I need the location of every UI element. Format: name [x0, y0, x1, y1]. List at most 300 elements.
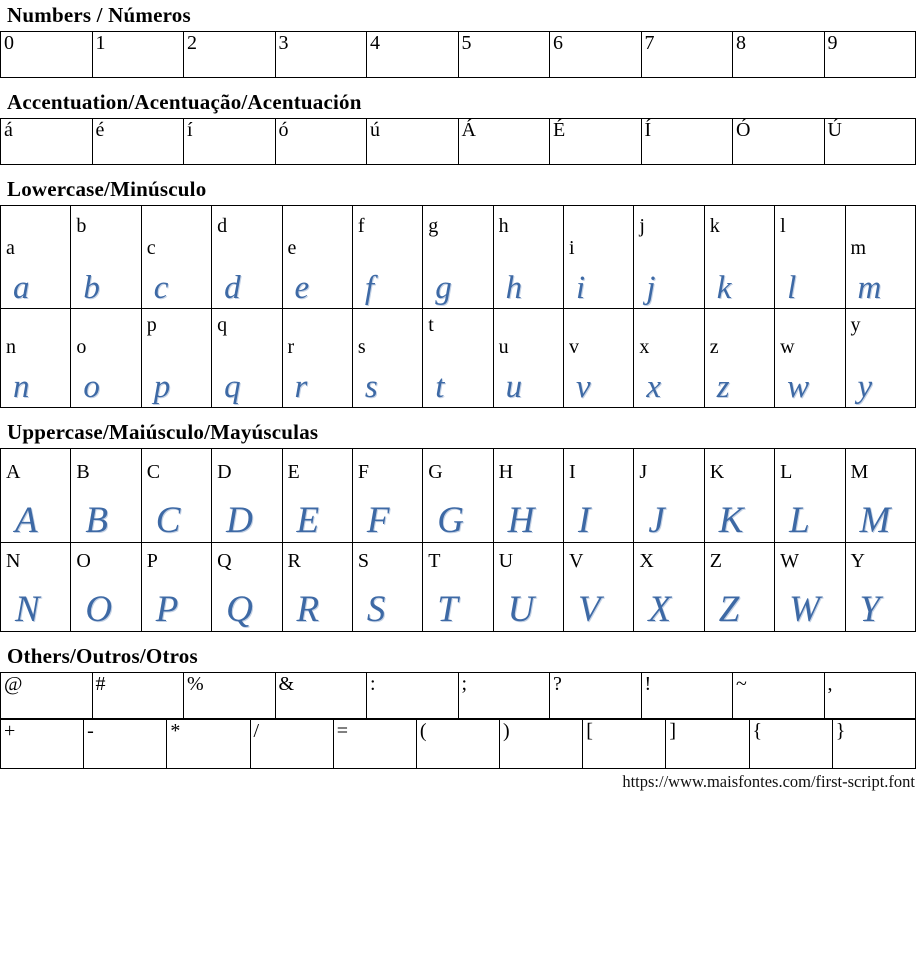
handwritten-glyph: e: [294, 269, 310, 306]
char-row: [1, 720, 916, 769]
handwritten-glyph: C: [155, 499, 181, 541]
char-cell-uppercase-1-9: [634, 543, 704, 632]
printed-char-label: V: [569, 550, 584, 572]
char-cell-others-1-2: [167, 720, 250, 769]
char-cell-uppercase-1-12: [845, 543, 916, 632]
glyph-box: [507, 573, 561, 630]
handwritten-glyph: G: [437, 499, 464, 541]
char-cell-uppercase-1-10: [704, 543, 774, 632]
char-cell-others-1-1: [84, 720, 167, 769]
glyph-box: [857, 260, 914, 306]
char-cell-lowercase-0-0: [1, 206, 71, 309]
printed-char-label: C: [146, 461, 161, 483]
char-cell-others-0-4: [367, 673, 459, 719]
glyph-box: [153, 337, 209, 405]
handwritten-glyph: L: [789, 499, 810, 541]
glyph-box: [85, 573, 138, 630]
printed-char-label: q: [217, 314, 228, 336]
printed-char-label: b: [76, 215, 87, 237]
glyph-box: [646, 238, 701, 306]
char-table-others: [0, 672, 916, 719]
char-table-accentuation: [0, 118, 916, 165]
char-cell-uppercase-1-7: [493, 543, 563, 632]
char-cell-numbers-0-4: [367, 32, 459, 78]
char-cell-lowercase-0-6: [423, 206, 493, 309]
char-cell-others-0-8: [733, 673, 825, 719]
section-title-others: Others/Outros/Otros: [7, 644, 198, 668]
handwritten-glyph: U: [507, 588, 535, 630]
printed-char-label: I: [569, 461, 576, 483]
glyph-box: [364, 238, 420, 306]
glyph-box: [155, 484, 209, 541]
handwritten-glyph: a: [13, 269, 30, 306]
printed-char-label: D: [217, 461, 232, 483]
handwritten-glyph: Z: [718, 588, 740, 630]
char-cell-others-0-1: [92, 673, 184, 719]
printed-char-label: R: [287, 550, 301, 572]
handwritten-glyph: X: [648, 588, 671, 630]
handwritten-glyph: y: [857, 368, 873, 405]
char-cell-uppercase-0-6: [423, 449, 493, 543]
sections-container: [0, 3, 916, 769]
handwritten-glyph: g: [435, 269, 452, 306]
glyph-box: [648, 484, 701, 541]
char-cell-uppercase-1-8: [564, 543, 634, 632]
handwritten-glyph: h: [505, 269, 523, 306]
printed-char-label: e: [287, 237, 297, 259]
char-cell-lowercase-1-9: [634, 309, 704, 408]
printed-char-label: Í: [644, 119, 652, 141]
char-cell-uppercase-1-3: [212, 543, 282, 632]
handwritten-glyph: P: [155, 588, 179, 630]
printed-char-label: d: [217, 215, 228, 237]
glyph-box: [224, 337, 279, 405]
section-numbers: [0, 3, 916, 78]
char-cell-numbers-0-6: [550, 32, 642, 78]
glyph-box: [859, 573, 914, 630]
section-title-accentuation: Accentuation/Acentuação/Acentuación: [7, 90, 362, 114]
printed-char-label: ~: [736, 673, 747, 695]
printed-char-label: ú: [370, 119, 380, 141]
char-cell-lowercase-1-12: [845, 309, 916, 408]
char-cell-others-0-0: [1, 673, 93, 719]
handwritten-glyph: k: [716, 269, 732, 306]
char-cell-lowercase-1-6: [423, 309, 493, 408]
handwritten-glyph: c: [153, 269, 169, 306]
char-cell-uppercase-1-5: [352, 543, 422, 632]
handwritten-glyph: D: [226, 499, 253, 541]
printed-char-label: É: [553, 119, 566, 141]
char-row: [1, 206, 916, 309]
printed-char-label: Ú: [827, 119, 842, 141]
char-cell-lowercase-0-9: [634, 206, 704, 309]
printed-char-label: E: [287, 461, 300, 483]
char-cell-lowercase-0-10: [704, 206, 774, 309]
char-cell-lowercase-0-2: [141, 206, 211, 309]
handwritten-glyph: q: [224, 368, 241, 405]
char-cell-uppercase-0-3: [212, 449, 282, 543]
handwritten-glyph: l: [787, 269, 797, 306]
char-row: [1, 309, 916, 408]
printed-char-label: l: [780, 215, 786, 237]
char-cell-uppercase-1-4: [282, 543, 352, 632]
printed-char-label: x: [639, 336, 650, 358]
printed-char-label: u: [498, 336, 509, 358]
glyph-box: [857, 337, 914, 405]
char-cell-others-1-8: [666, 720, 749, 769]
handwritten-glyph: B: [85, 499, 108, 541]
char-cell-accentuation-0-5: [458, 119, 550, 165]
printed-char-label: F: [357, 461, 369, 483]
glyph-box: [435, 337, 490, 405]
char-cell-others-1-7: [583, 720, 666, 769]
glyph-box: [83, 238, 138, 306]
printed-char-label: -: [87, 720, 94, 742]
glyph-box: [648, 573, 701, 630]
char-cell-lowercase-0-5: [352, 206, 422, 309]
section-others: [0, 644, 916, 769]
printed-char-label: ,: [827, 673, 833, 695]
glyph-box: [505, 238, 561, 306]
printed-char-label: á: [4, 119, 13, 141]
char-table-uppercase: [0, 448, 916, 632]
printed-char-label: w: [780, 336, 795, 358]
glyph-box: [85, 484, 138, 541]
glyph-box: [83, 359, 138, 405]
glyph-box: [224, 238, 279, 306]
char-cell-uppercase-0-9: [634, 449, 704, 543]
char-row: [1, 673, 916, 719]
glyph-box: [155, 573, 209, 630]
printed-char-label: &: [278, 673, 295, 695]
glyph-box: [366, 573, 420, 630]
char-cell-others-1-10: [832, 720, 915, 769]
char-cell-accentuation-0-9: [824, 119, 916, 165]
printed-char-label: L: [780, 461, 793, 483]
printed-char-label: Z: [709, 550, 722, 572]
glyph-box: [294, 359, 350, 405]
handwritten-glyph: s: [364, 368, 378, 405]
printed-char-label: }: [835, 720, 846, 742]
glyph-box: [437, 573, 490, 630]
glyph-box: [507, 484, 561, 541]
glyph-box: [789, 484, 842, 541]
char-cell-lowercase-1-11: [775, 309, 845, 408]
printed-char-label: S: [357, 550, 369, 572]
section-title-numbers: Numbers / Números: [7, 3, 191, 27]
printed-char-label: =: [336, 720, 348, 742]
glyph-box: [787, 238, 842, 306]
char-cell-uppercase-0-1: [71, 449, 141, 543]
glyph-box: [859, 484, 914, 541]
printed-char-label: a: [6, 237, 15, 259]
glyph-box: [366, 484, 420, 541]
printed-char-label: A: [6, 461, 21, 483]
handwritten-glyph: I: [578, 499, 591, 541]
printed-char-label: ]: [669, 720, 677, 742]
char-row: [1, 449, 916, 543]
handwritten-glyph: t: [435, 368, 445, 405]
char-cell-numbers-0-2: [184, 32, 276, 78]
printed-char-label: í: [187, 119, 193, 141]
section-accentuation: [0, 90, 916, 165]
char-cell-lowercase-1-7: [493, 309, 563, 408]
printed-char-label: ?: [553, 673, 562, 695]
char-cell-uppercase-0-0: [1, 449, 71, 543]
char-table-others: [0, 719, 916, 769]
char-cell-numbers-0-5: [458, 32, 550, 78]
printed-char-label: T: [428, 550, 441, 572]
printed-char-label: P: [146, 550, 158, 572]
char-cell-others-0-2: [184, 673, 276, 719]
printed-char-label: 5: [461, 32, 472, 54]
char-cell-uppercase-0-4: [282, 449, 352, 543]
handwritten-glyph: b: [83, 269, 100, 306]
handwritten-glyph: F: [366, 499, 390, 541]
printed-char-label: m: [850, 237, 867, 259]
handwritten-glyph: T: [437, 588, 458, 630]
printed-char-label: c: [146, 237, 156, 259]
printed-char-label: t: [428, 314, 434, 336]
glyph-box: [15, 573, 68, 630]
char-cell-numbers-0-8: [733, 32, 825, 78]
handwritten-glyph: j: [646, 269, 656, 306]
char-cell-lowercase-0-1: [71, 206, 141, 309]
glyph-box: [226, 573, 279, 630]
printed-char-label: 2: [187, 32, 197, 54]
glyph-box: [13, 359, 68, 405]
printed-char-label: *: [170, 720, 181, 742]
char-cell-numbers-0-9: [824, 32, 916, 78]
char-cell-numbers-0-7: [641, 32, 733, 78]
printed-char-label: 9: [827, 32, 838, 54]
handwritten-glyph: M: [859, 499, 891, 541]
handwritten-glyph: N: [15, 588, 40, 630]
char-cell-numbers-0-3: [275, 32, 367, 78]
char-cell-others-1-3: [250, 720, 333, 769]
glyph-box: [437, 484, 490, 541]
printed-char-label: s: [357, 336, 366, 358]
char-cell-lowercase-1-8: [564, 309, 634, 408]
char-cell-others-1-9: [749, 720, 832, 769]
printed-char-label: y: [850, 314, 861, 336]
handwritten-glyph: w: [787, 368, 810, 405]
handwritten-glyph: n: [13, 368, 30, 405]
char-cell-others-0-6: [550, 673, 642, 719]
char-cell-uppercase-0-7: [493, 449, 563, 543]
handwritten-glyph: o: [83, 368, 100, 405]
char-cell-lowercase-1-0: [1, 309, 71, 408]
glyph-box: [576, 359, 631, 405]
glyph-box: [15, 484, 68, 541]
section-uppercase: [0, 420, 916, 632]
handwritten-glyph: f: [364, 269, 375, 306]
char-cell-lowercase-0-8: [564, 206, 634, 309]
glyph-box: [716, 238, 772, 306]
handwritten-glyph: J: [648, 499, 665, 541]
handwritten-glyph: Y: [859, 588, 881, 630]
handwritten-glyph: i: [576, 269, 586, 306]
printed-char-label: ó: [278, 119, 289, 141]
printed-char-label: {: [752, 720, 763, 742]
char-cell-lowercase-0-3: [212, 206, 282, 309]
printed-char-label: Ó: [736, 119, 751, 141]
char-cell-uppercase-1-11: [775, 543, 845, 632]
printed-char-label: n: [6, 336, 16, 358]
printed-char-label: H: [498, 461, 514, 483]
font-character-map-page: [0, 3, 916, 792]
char-row: [1, 32, 916, 78]
char-cell-others-1-6: [500, 720, 583, 769]
glyph-box: [646, 359, 701, 405]
printed-char-label: J: [639, 461, 648, 483]
char-cell-lowercase-0-11: [775, 206, 845, 309]
char-cell-lowercase-1-2: [141, 309, 211, 408]
glyph-box: [435, 238, 490, 306]
glyph-box: [578, 484, 631, 541]
char-cell-others-0-5: [458, 673, 550, 719]
section-lowercase: [0, 177, 916, 408]
printed-char-label: j: [639, 215, 645, 237]
printed-char-label: X: [639, 550, 654, 572]
glyph-box: [296, 484, 350, 541]
glyph-box: [226, 484, 279, 541]
char-cell-accentuation-0-1: [92, 119, 184, 165]
printed-char-label: U: [498, 550, 514, 572]
printed-char-label: Á: [461, 119, 476, 141]
printed-char-label: f: [357, 215, 365, 237]
printed-char-label: 0: [4, 32, 14, 54]
glyph-box: [716, 359, 772, 405]
printed-char-label: ): [503, 720, 510, 742]
handwritten-glyph: W: [789, 588, 820, 630]
printed-char-label: k: [709, 215, 720, 237]
char-cell-accentuation-0-4: [367, 119, 459, 165]
printed-char-label: 6: [553, 32, 563, 54]
printed-char-label: W: [780, 550, 800, 572]
printed-char-label: Q: [217, 550, 232, 572]
char-cell-lowercase-1-3: [212, 309, 282, 408]
glyph-box: [576, 260, 631, 306]
glyph-box: [364, 359, 420, 405]
char-cell-lowercase-0-12: [845, 206, 916, 309]
printed-char-label: @: [4, 673, 23, 695]
char-cell-uppercase-0-2: [141, 449, 211, 543]
handwritten-glyph: u: [505, 368, 523, 405]
printed-char-label: h: [498, 215, 509, 237]
printed-char-label: v: [569, 336, 579, 358]
handwritten-glyph: E: [296, 499, 320, 541]
handwritten-glyph: m: [857, 269, 882, 306]
handwritten-glyph: r: [294, 368, 308, 405]
char-cell-accentuation-0-6: [550, 119, 642, 165]
handwritten-glyph: S: [366, 588, 386, 630]
char-cell-numbers-0-1: [92, 32, 184, 78]
char-cell-accentuation-0-8: [733, 119, 825, 165]
printed-char-label: 8: [736, 32, 746, 54]
printed-char-label: Y: [850, 550, 865, 572]
printed-char-label: :: [370, 673, 376, 695]
char-row: [1, 543, 916, 632]
printed-char-label: (: [419, 720, 427, 742]
char-cell-others-1-0: [1, 720, 84, 769]
handwritten-glyph: R: [296, 588, 320, 630]
printed-char-label: +: [4, 720, 16, 742]
printed-char-label: [: [586, 720, 593, 742]
char-cell-lowercase-1-10: [704, 309, 774, 408]
char-table-numbers: [0, 31, 916, 78]
glyph-box: [787, 359, 842, 405]
glyph-box: [718, 573, 772, 630]
printed-char-label: M: [850, 461, 869, 483]
char-cell-uppercase-0-5: [352, 449, 422, 543]
printed-char-label: 1: [95, 32, 106, 54]
printed-char-label: B: [76, 461, 90, 483]
section-title-uppercase: Uppercase/Maiúsculo/Mayúsculas: [7, 420, 319, 444]
handwritten-glyph: V: [578, 588, 601, 630]
char-cell-accentuation-0-0: [1, 119, 93, 165]
handwritten-glyph: O: [85, 588, 113, 630]
glyph-box: [13, 260, 68, 306]
printed-char-label: #: [95, 673, 106, 695]
printed-char-label: é: [95, 119, 105, 141]
char-cell-uppercase-1-0: [1, 543, 71, 632]
printed-char-label: K: [709, 461, 725, 483]
handwritten-glyph: p: [153, 368, 171, 405]
handwritten-glyph: v: [576, 368, 591, 405]
handwritten-glyph: A: [15, 499, 38, 541]
glyph-box: [153, 260, 209, 306]
char-cell-lowercase-0-4: [282, 206, 352, 309]
handwritten-glyph: z: [716, 368, 730, 405]
char-table-lowercase: [0, 205, 916, 408]
char-cell-lowercase-1-5: [352, 309, 422, 408]
printed-char-label: %: [187, 673, 204, 695]
printed-char-label: N: [6, 550, 21, 572]
glyph-box: [296, 573, 350, 630]
char-cell-numbers-0-0: [1, 32, 93, 78]
printed-char-label: z: [709, 336, 719, 358]
handwritten-glyph: d: [224, 269, 241, 306]
printed-char-label: O: [76, 550, 91, 572]
char-cell-uppercase-1-1: [71, 543, 141, 632]
printed-char-label: !: [644, 673, 652, 695]
char-cell-uppercase-0-11: [775, 449, 845, 543]
char-cell-uppercase-1-2: [141, 543, 211, 632]
handwritten-glyph: K: [718, 499, 744, 541]
printed-char-label: p: [146, 314, 157, 336]
glyph-box: [578, 573, 631, 630]
char-cell-lowercase-1-1: [71, 309, 141, 408]
char-cell-accentuation-0-3: [275, 119, 367, 165]
printed-char-label: g: [428, 215, 439, 237]
char-cell-uppercase-0-12: [845, 449, 916, 543]
char-cell-others-0-9: [824, 673, 916, 719]
printed-char-label: G: [428, 461, 443, 483]
char-cell-others-0-7: [641, 673, 733, 719]
char-cell-lowercase-0-7: [493, 206, 563, 309]
handwritten-glyph: Q: [226, 588, 253, 630]
handwritten-glyph: x: [646, 368, 662, 405]
printed-char-label: o: [76, 336, 87, 358]
printed-char-label: ;: [461, 673, 468, 695]
printed-char-label: 7: [644, 32, 655, 54]
printed-char-label: i: [569, 237, 575, 259]
printed-char-label: r: [287, 336, 295, 358]
char-cell-others-1-5: [416, 720, 499, 769]
glyph-box: [294, 260, 350, 306]
char-cell-others-0-3: [275, 673, 367, 719]
